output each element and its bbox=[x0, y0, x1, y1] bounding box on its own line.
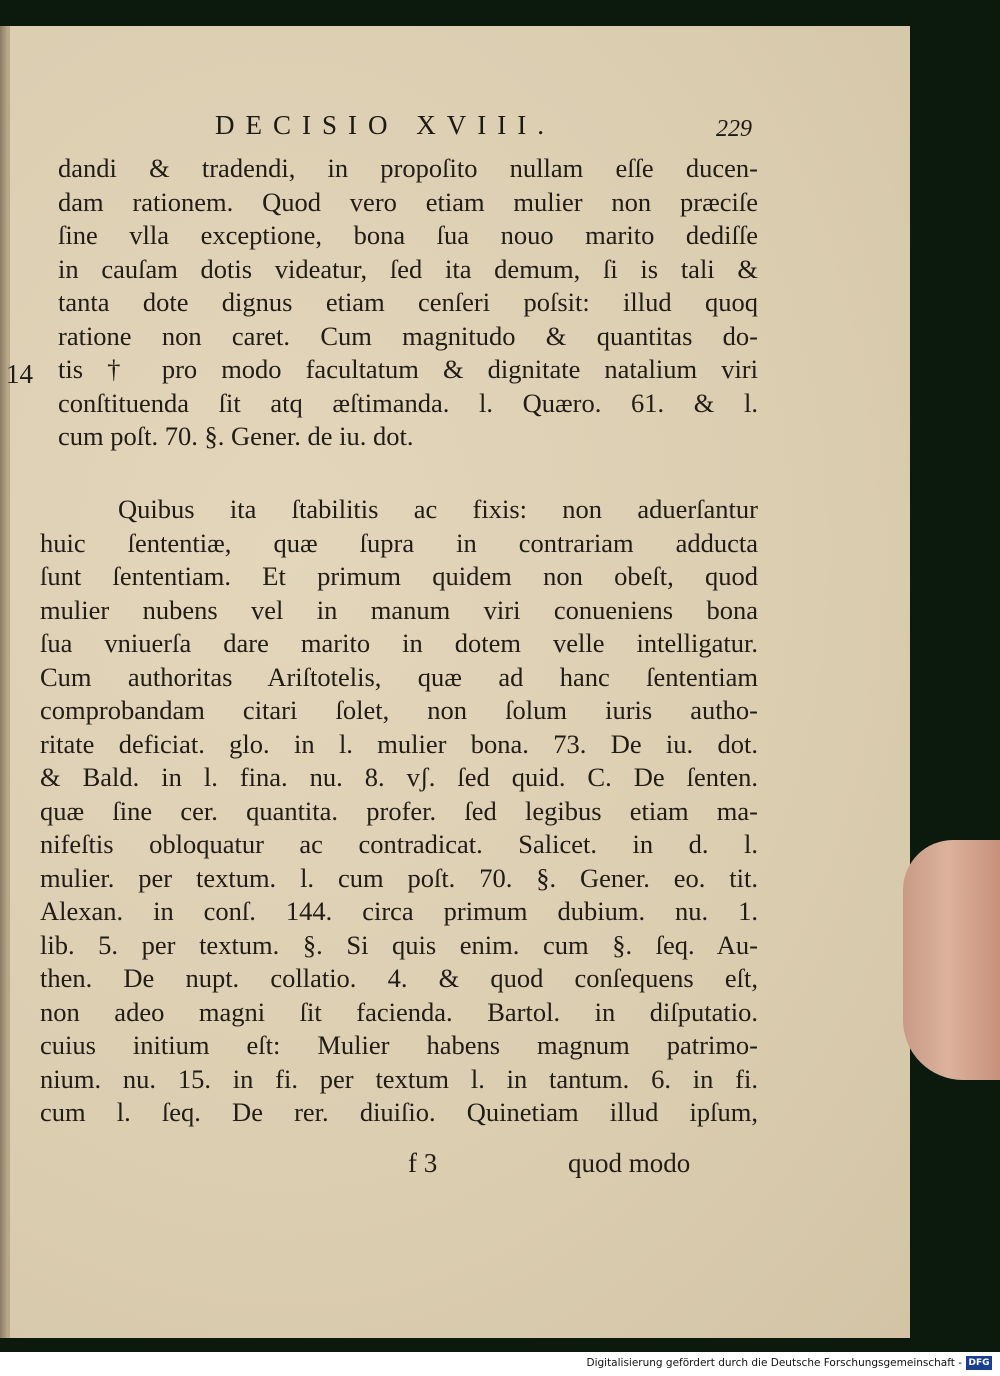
text-line: cuius initium eſt: Mulier habens magnum patrimo‑ bbox=[40, 1030, 758, 1060]
text-line: non adeo magni ſit facienda. Bartol. in diſputatio. bbox=[40, 996, 758, 1027]
text-line: comprobandam citari ſolet, non ſolum iuris autho‑ bbox=[40, 695, 758, 725]
text-line: conſtituenda ſit atq æſtimanda. l. Quæro. 61. & l. bbox=[58, 387, 758, 418]
margin-note-number: 14 bbox=[6, 359, 33, 389]
text-line: cum l. ſeq. De rer. diuiſio. Quinetiam illud ipſum, bbox=[40, 1097, 758, 1127]
finger-holding-page bbox=[903, 840, 1000, 1080]
text-line: nium. nu. 15. in fi. per textum l. in tantum. 6. in fi. bbox=[40, 1063, 758, 1094]
paragraph-2 bbox=[40, 493, 758, 1130]
dfg-logo: DFG bbox=[966, 1356, 992, 1370]
text-line: cum poſt. 70. §. Gener. de iu. dot. bbox=[58, 421, 414, 451]
catchword: quod modo bbox=[568, 1148, 691, 1178]
text-line: tanta dote dignus etiam cenſeri poſsit: illud quoq bbox=[58, 287, 758, 317]
text-line: quæ ſine cer. quantita. profer. ſed legibus etiam ma‑ bbox=[40, 795, 758, 826]
text-line: tis † pro modo facultatum & dignitate natalium viri bbox=[58, 354, 758, 384]
text-line: mulier nubens vel in manum viri conueniens bona bbox=[40, 594, 758, 625]
text-line: huic ſententiæ, quæ ſupra in contrariam adducta bbox=[40, 527, 758, 558]
text-line: Cum authoritas Ariſtotelis, quæ ad hanc ſententiam bbox=[40, 661, 758, 692]
text-line: nifeſtis obloquatur ac contradicat. Salicet. in d. l. bbox=[40, 829, 758, 859]
text-line: ratione non caret. Cum magnitudo & quantitas do‑ bbox=[58, 320, 758, 351]
text-line: & Bald. in l. fina. nu. 8. vʃ. ſed quid. C. De ſenten. bbox=[40, 762, 758, 792]
text-line: dandi & tradendi, in propoſito nullam eſſe ducen‑ bbox=[58, 153, 758, 183]
funding-notice: Digitalisierung gefördert durch die Deutsche Forschungsgemeinschaft - bbox=[586, 1357, 962, 1369]
running-head: DECISIO XVIII. bbox=[215, 110, 555, 140]
text-line: ſua vniuerſa dare marito in dotem velle intelligatur. bbox=[40, 628, 758, 658]
text-line: in cauſam dotis videatur, ſed ita demum, ſi is tali & bbox=[58, 253, 758, 284]
text-line: then. De nupt. collatio. 4. & quod conſequens eſt, bbox=[40, 963, 758, 993]
text-line: ſine vlla exceptione, bona ſua nouo marito dediſſe bbox=[58, 220, 758, 250]
text-line: lib. 5. per textum. §. Si quis enim. cum §. ſeq. Au‑ bbox=[40, 929, 758, 960]
page-number: 229 bbox=[716, 116, 752, 142]
text-line: ritate deficiat. glo. in l. mulier bona. 73. De iu. dot. bbox=[40, 728, 758, 759]
paragraph-1 bbox=[58, 152, 758, 454]
text-line: ſunt ſententiam. Et primum quidem non obeſt, quod bbox=[40, 561, 758, 591]
text-line: Quibus ita ſtabilitis ac fixis: non aduerſantur bbox=[118, 494, 758, 524]
text-line: mulier. per textum. l. cum poſt. 70. §. Gener. eo. tit. bbox=[40, 862, 758, 893]
text-line: Alexan. in conſ. 144. circa primum dubium. nu. 1. bbox=[40, 896, 758, 926]
signature-mark: f 3 bbox=[408, 1148, 438, 1178]
text-line: dam rationem. Quod vero etiam mulier non præciſe bbox=[58, 186, 758, 217]
